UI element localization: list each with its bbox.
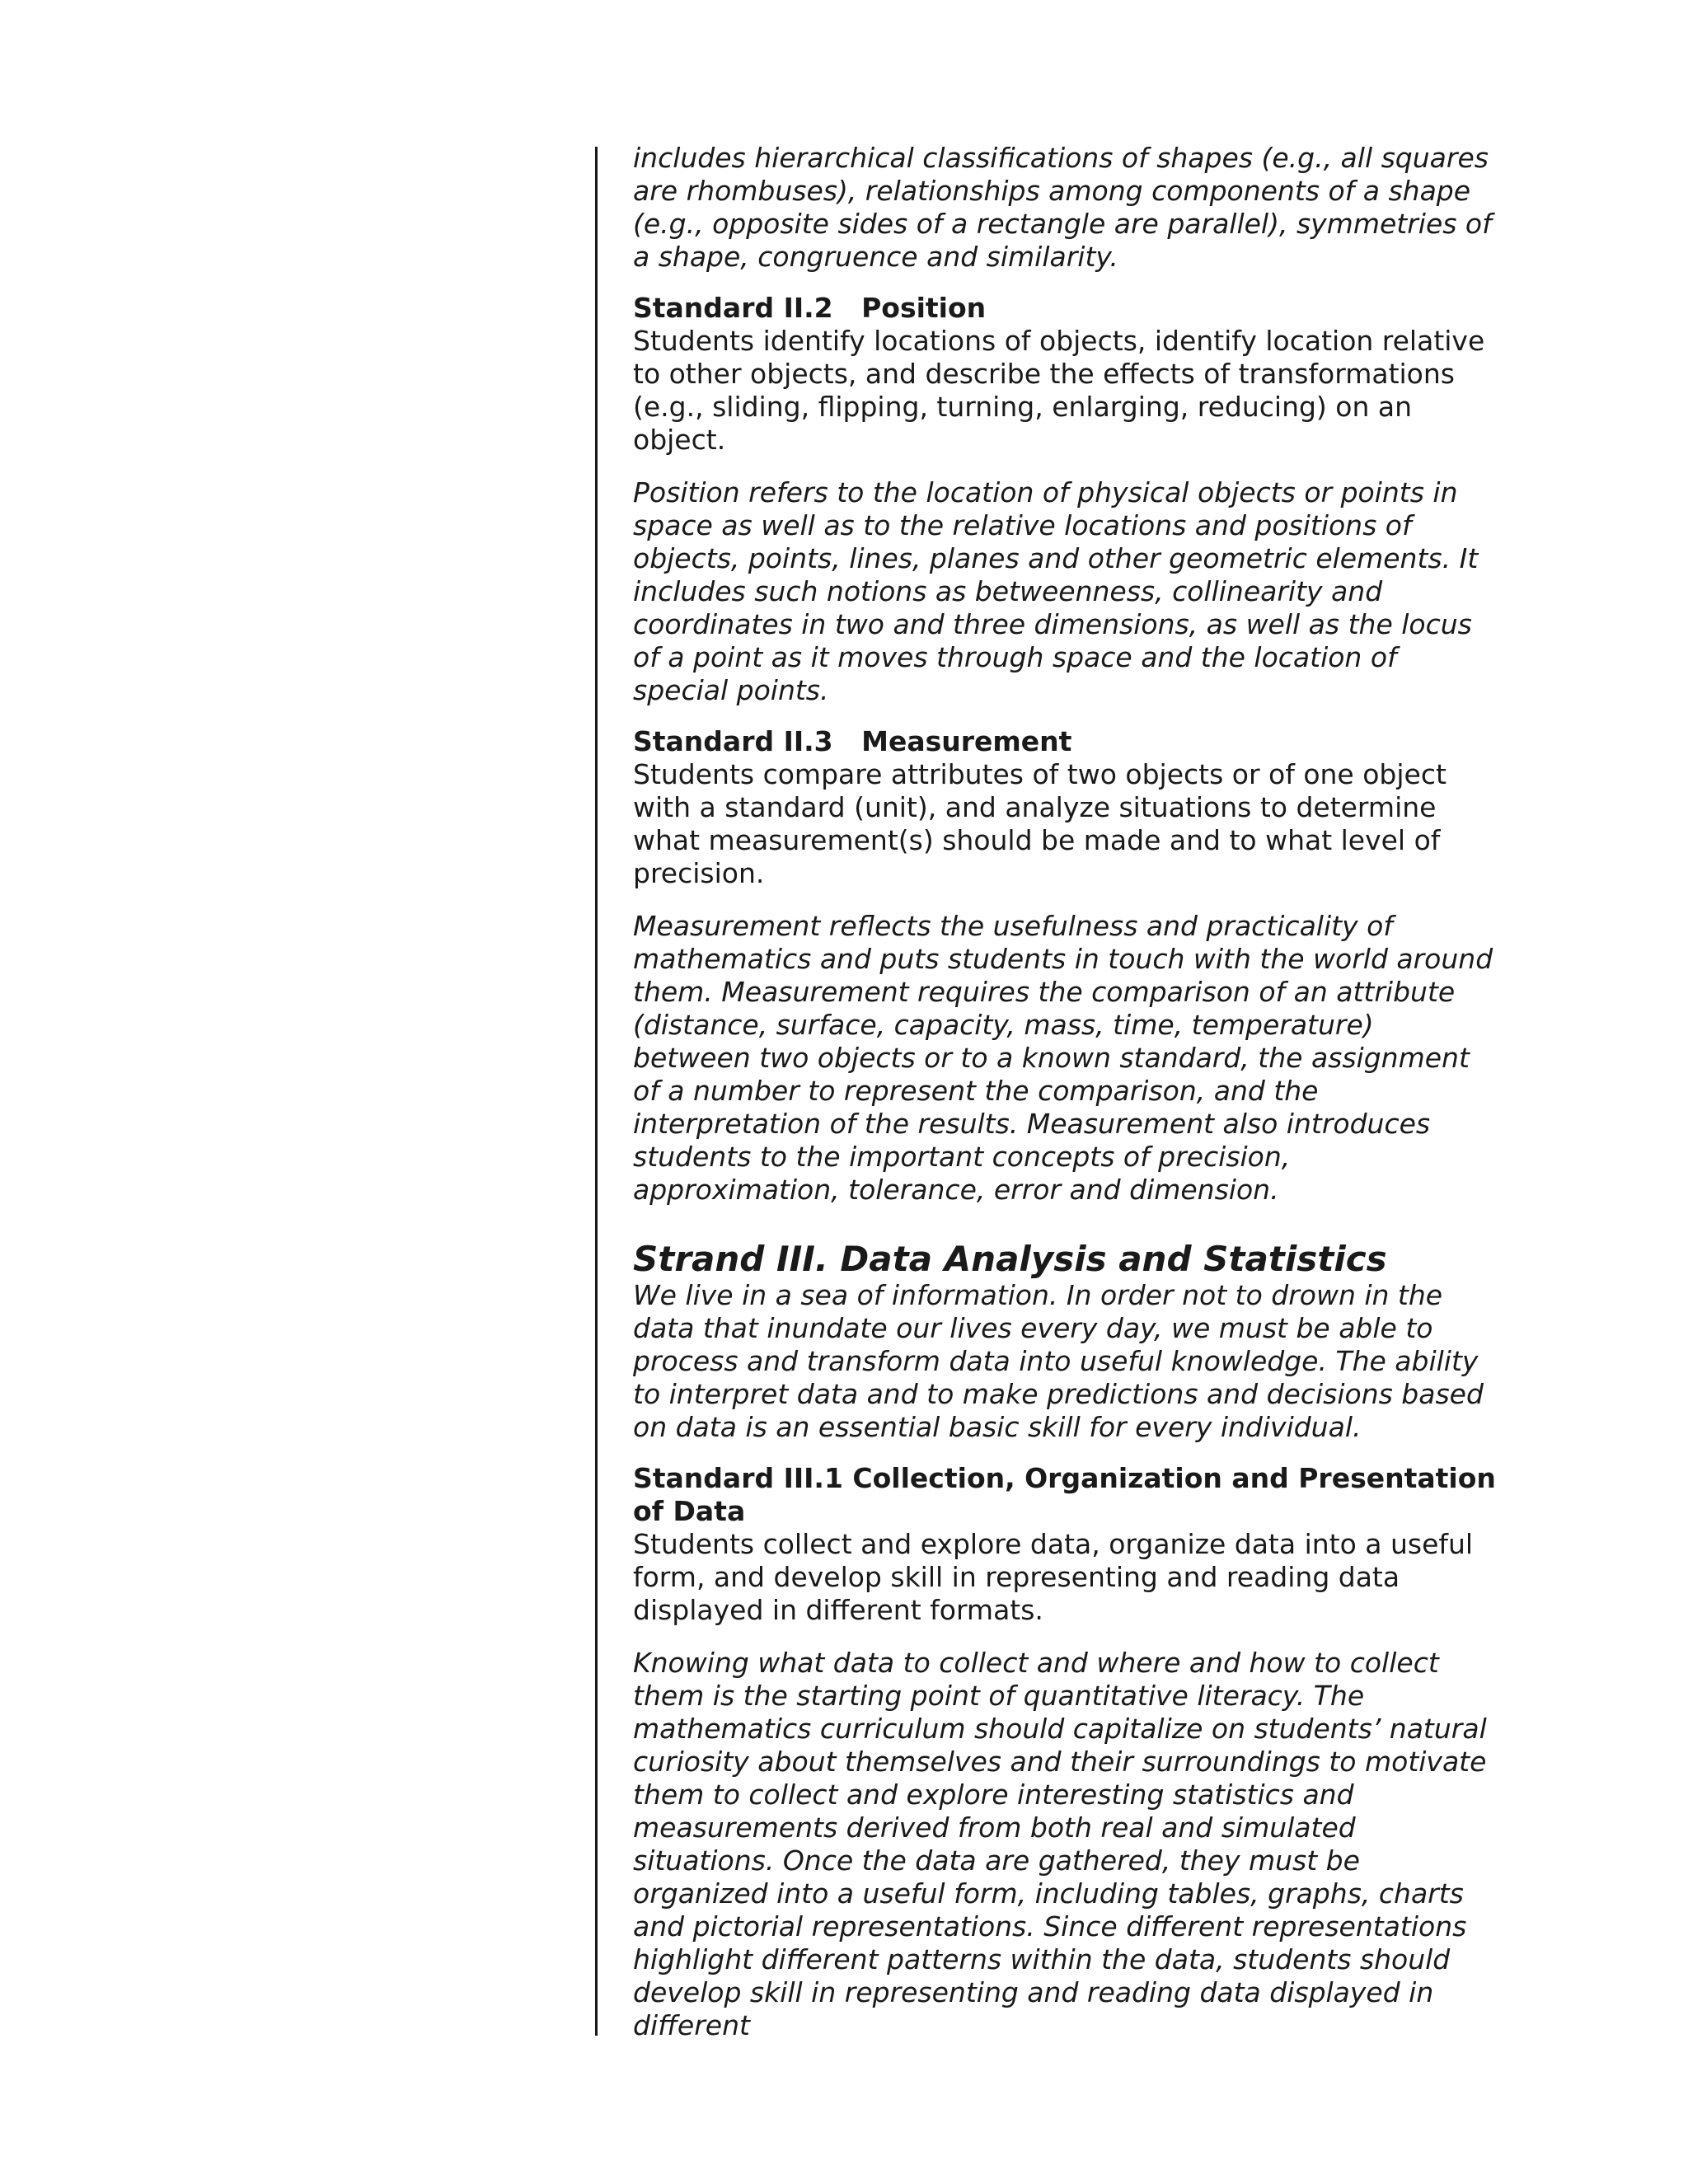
standard-iii-1-explanation: Knowing what data to collect and where and how to collect them is the starting point of quantitative literacy. The mathematics curriculum should capitalize on students’ natural curiosity about themselves and their surroundings to motivate them to collect and explore interesting statistics and measurements derived from both real and simulated situations. Once the data are gathered, they must be organized into a useful form, including tables, graphs, charts and pictorial representations. Since different representations highlight different patterns within the data, students should develop skill in representing and reading data displayed in different <box>633 1647 1487 2041</box>
strand-iii-heading: Strand III. Data Analysis and Statistics <box>633 1239 1387 1279</box>
standard-ii-2-section <box>633 292 1498 707</box>
standard-iii-1-statement: Students collect and explore data, organize data into a useful form, and develop skill in representing and reading data displayed in different formats. <box>633 1528 1474 1626</box>
intro-paragraph: includes hierarchical classifications of shapes (e.g., all squares are rhombuses), relationships among components of a shape (e.g., opposite sides of a rectangle are parallel), symmetries of a shape, congruence and similarity. <box>633 142 1492 273</box>
standard-ii-2-heading: Standard II.2 Position <box>633 292 987 324</box>
strand-iii-intro: We live in a sea of information. In order not to drown in the data that inundate our lives every day, we must be able to process and transform data into useful knowledge. The ability to interpret data and to make predictions and decisions based on data is an essential basic skill for every individual. <box>633 1279 1484 1443</box>
standard-ii-3-statement: Students compare attributes of two objects or of one object with a standard (unit), and analyze situations to determine what measurement(s) should be made and to what level of precision. <box>633 758 1447 889</box>
standard-iii-1-heading: Standard III.1 Collection, Organization and Presentation of Data <box>633 1462 1496 1527</box>
strand-iii-section <box>633 1240 1498 1444</box>
standard-ii-3-heading: Standard II.3 Measurement <box>633 725 1072 757</box>
standard-ii-2-statement: Students identify locations of objects, identify location relative to other objects, and describe the effects of transformations (e.g., sliding, flipping, turning, enlarging, reducing) on an object. <box>633 325 1485 456</box>
standard-ii-2-explanation: Position refers to the location of physical objects or points in space as well as to the relative locations and positions of objects, points, lines, planes and other geometric elements. It includes such notions as betweenness, collinearity and coordinates in two and three dimensions, as well as the locus of a point as it moves through space and the location of special points. <box>633 476 1479 706</box>
margin-rule <box>595 147 598 2036</box>
standard-ii-3-section <box>633 725 1498 1207</box>
standard-ii-3-explanation: Measurement reflects the usefulness and practicality of mathematics and puts students in touch with the world around them. Measurement requires the comparison of an attribute (distance, surface, capacity, mass, time, temperature) between two objects or to a known standard, the assignment of a number to represent the comparison, and the interpretation of the results. Measurement also introduces students to the important concepts of precision, approximation, tolerance, error and dimension. <box>633 910 1493 1206</box>
document-body <box>633 142 1498 2042</box>
standard-iii-1-section <box>633 1462 1498 2042</box>
